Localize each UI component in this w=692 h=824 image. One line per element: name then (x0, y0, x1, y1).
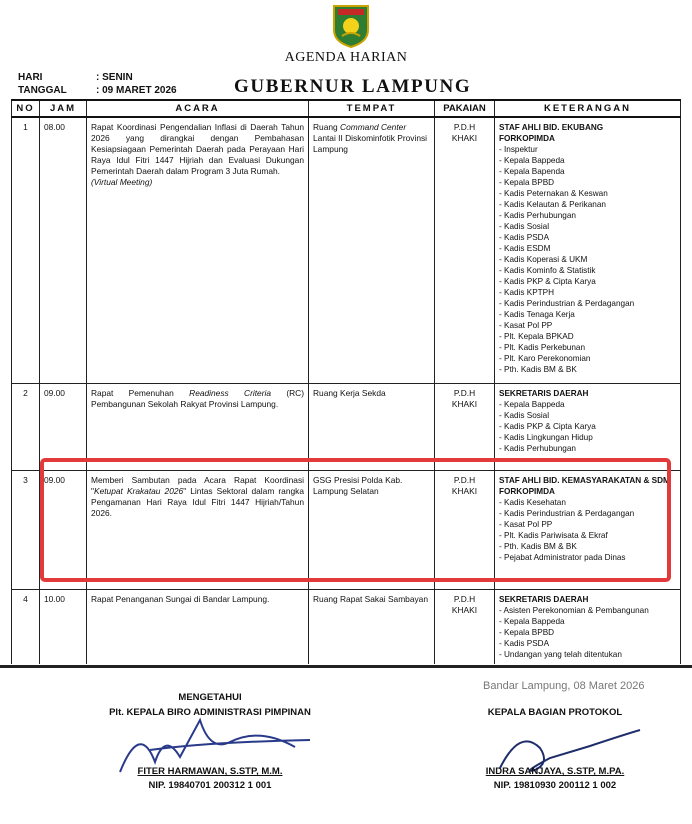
acara-text: Memberi Sambutan pada Acara Rapat Koordinasi " (91, 474, 304, 496)
ket-heading: FORKOPIMDA (499, 134, 555, 143)
table-header-row (12, 100, 681, 117)
table-row (12, 383, 681, 470)
left-role-1: MENGETAHUI (178, 692, 242, 703)
page-divider (0, 665, 692, 668)
ket-item: - Pejabat Administrator pada Dinas (499, 552, 626, 562)
page-title: GUBERNUR LAMPUNG (234, 76, 472, 97)
right-name: INDRA SANJAYA, S.STP, M.PA. (485, 766, 625, 777)
left-role-2: Plt. KEPALA BIRO ADMINISTRASI PIMPINAN (109, 707, 311, 718)
ket-heading: STAF AHLI BID. EKUBANG (499, 123, 604, 132)
pakaian-color: KHAKI (451, 398, 478, 409)
pakaian-color: KHAKI (451, 604, 478, 615)
ket-item: - Kadis Tenaga Kerja (499, 310, 575, 319)
row-tempat (309, 117, 435, 383)
row-no: 2 (12, 383, 40, 470)
acara-italic: Ketupat Krakatau 2026 (93, 485, 184, 496)
ket-heading: SEKRETARIS DAERAH (499, 388, 589, 398)
right-role: KEPALA BAGIAN PROTOKOL (487, 707, 623, 718)
ket-item: - Kepala Bappeda (499, 156, 565, 165)
ket-item: - Kadis Kelautan & Perikanan (499, 200, 606, 209)
ket-item: - Kadis Peternakan & Keswan (499, 189, 608, 198)
row-acara (87, 383, 309, 470)
ket-item: - Kadis Kominfo & Statistik (499, 266, 596, 275)
acara-note: (Virtual Meeting) (91, 177, 153, 187)
row-no: 4 (12, 589, 40, 664)
col-header-jam: JAM (40, 100, 87, 117)
ket-item: - Kepala BPBD (499, 178, 555, 187)
ket-item: - Kadis Koperasi & UKM (499, 255, 588, 264)
ket-item: - Kadis Perindustrian & Perdagangan (499, 508, 635, 518)
row-tempat: Ruang Kerja Sekda (309, 383, 435, 470)
pakaian-line: P.D.H (453, 474, 476, 485)
ket-item: - Kadis Perhubungan (499, 211, 576, 220)
pakaian-line: P.D.H (453, 593, 476, 604)
city-date: Bandar Lampung, 08 Maret 2026 (483, 680, 645, 692)
ket-item: - Pth. Kadis BM & BK (499, 541, 577, 551)
row-keterangan (495, 589, 681, 664)
ket-item: - Kadis Kesehatan (499, 497, 566, 507)
col-header-pakaian: PAKAIAN (435, 100, 495, 117)
row-tempat: GSG Presisi Polda Kab. Lampung Selatan (309, 470, 435, 589)
ket-item: - Undangan yang telah ditentukan (499, 649, 622, 659)
col-header-keterangan: KETERANGAN (495, 100, 681, 117)
ket-item: - Plt. Kadis Pariwisata & Ekraf (499, 530, 608, 540)
table-row (12, 117, 681, 383)
row-keterangan (495, 117, 681, 383)
ket-item: - Pth. Kadis BM & BK (499, 365, 577, 374)
row-jam: 09.00 (40, 470, 87, 589)
ket-item: - Kadis KPTPH (499, 288, 555, 297)
acara-italic: Readiness Criteria (189, 387, 272, 398)
ket-item: - Kadis Perindustrian & Perdagangan (499, 299, 635, 308)
ket-heading: STAF AHLI BID. KEMASYARAKATAN & SDM (499, 475, 670, 485)
row-pakaian (435, 117, 495, 383)
ket-item: - Kepala Bapenda (499, 167, 565, 176)
left-name: FITER HARMAWAN, S.STP, M.M. (137, 766, 283, 777)
row-pakaian (435, 589, 495, 664)
lampung-emblem (330, 4, 372, 48)
pakaian-line: P.D.H (453, 122, 476, 132)
row-keterangan (495, 383, 681, 470)
highlight-box (40, 458, 671, 582)
ket-item: - Kadis PKP & Cipta Karya (499, 421, 596, 431)
row-pakaian (435, 383, 495, 470)
ket-item: - Asisten Perekonomian & Pembangunan (499, 605, 649, 615)
right-signatory (430, 766, 680, 791)
ket-item: - Kadis ESDM (499, 244, 551, 253)
ket-item: - Kadis Sosial (499, 410, 550, 420)
ket-item: - Inspektur (499, 145, 538, 154)
tanggal-value: : 09 MARET 2026 (96, 85, 177, 96)
pakaian-color: KHAKI (451, 133, 478, 143)
right-signature-block (430, 707, 680, 718)
row-no: 1 (12, 117, 40, 383)
ket-heading: FORKOPIMDA (499, 486, 555, 496)
ket-item: - Kasat Pol PP (499, 519, 553, 529)
ket-item: - Kepala BPBD (499, 627, 555, 637)
row-jam: 09.00 (40, 383, 87, 470)
ket-item: - Plt. Karo Perekonomian (499, 354, 591, 363)
col-header-no: NO (12, 100, 40, 117)
acara-text: Rapat Pemenuhan (91, 387, 190, 398)
pakaian-color: KHAKI (451, 485, 478, 496)
hari-label: HARI (18, 72, 43, 83)
row-tempat: Ruang Rapat Sakai Sambayan (309, 589, 435, 664)
ket-item: - Kepala Bappeda (499, 616, 565, 626)
ket-item: - Kadis PSDA (499, 233, 550, 242)
tanggal-label: TANGGAL (18, 85, 67, 96)
row-acara: Rapat Penanganan Sungai di Bandar Lampung. (87, 589, 309, 664)
ket-item: - Plt. Kepala BPKAD (499, 332, 574, 341)
agenda-heading: AGENDA HARIAN (284, 50, 408, 65)
ket-item: - Plt. Kadis Perkebunan (499, 343, 586, 352)
ket-item: - Kadis Sosial (499, 222, 550, 231)
acara-text-2: (RC) Pembangunan Sekolah Rakyat Provinsi Lampung. (91, 387, 304, 409)
ket-item: - Kasat Pol PP (499, 321, 553, 330)
ket-item: - Kadis PSDA (499, 638, 550, 648)
row-no: 3 (12, 470, 40, 589)
ket-item: - Kepala Bappeda (499, 399, 565, 409)
row-jam: 08.00 (40, 117, 87, 383)
row-jam: 10.00 (40, 589, 87, 664)
right-nip: NIP. 19810930 200112 1 002 (493, 780, 617, 791)
left-signatory (60, 766, 360, 791)
acara-text: Rapat Koordinasi Pengendalian Inflasi di Daerah Tahun 2026 yang dirangkai dengan Pembahasan Kesiapsiagaan Pemerintah Daerah pada Perayaan Hari Raya Idul Fitri 1447 Hijriah dan Evaluasi Dukungan Pemerintah Daerah dalam Program 3 Juta Rumah. (91, 122, 304, 176)
acara-text-2: " Lintas Sektoral dalam rangka Pengamanan Hari Raya Idul Fitri 1447 Hijriah/Tahun 2026. (91, 485, 304, 518)
row-acara (87, 117, 309, 383)
ket-heading: SEKRETARIS DAERAH (499, 594, 589, 604)
tempat-text-2: Lantai II Diskominfotik Provinsi Lampung (313, 133, 428, 154)
ket-item: - Kadis Perhubungan (499, 443, 576, 453)
ket-item: - Kadis PKP & Cipta Karya (499, 277, 596, 286)
ket-item: - Kadis Lingkungan Hidup (499, 432, 593, 442)
pakaian-line: P.D.H (453, 387, 476, 398)
table-row (12, 589, 681, 664)
left-nip: NIP. 19840701 200312 1 001 (148, 780, 272, 791)
col-header-acara: ACARA (87, 100, 309, 117)
tempat-italic: Command Center (340, 122, 407, 132)
tempat-text: Ruang (313, 122, 341, 132)
hari-value: : SENIN (96, 72, 133, 83)
col-header-tempat: TEMPAT (309, 100, 435, 117)
